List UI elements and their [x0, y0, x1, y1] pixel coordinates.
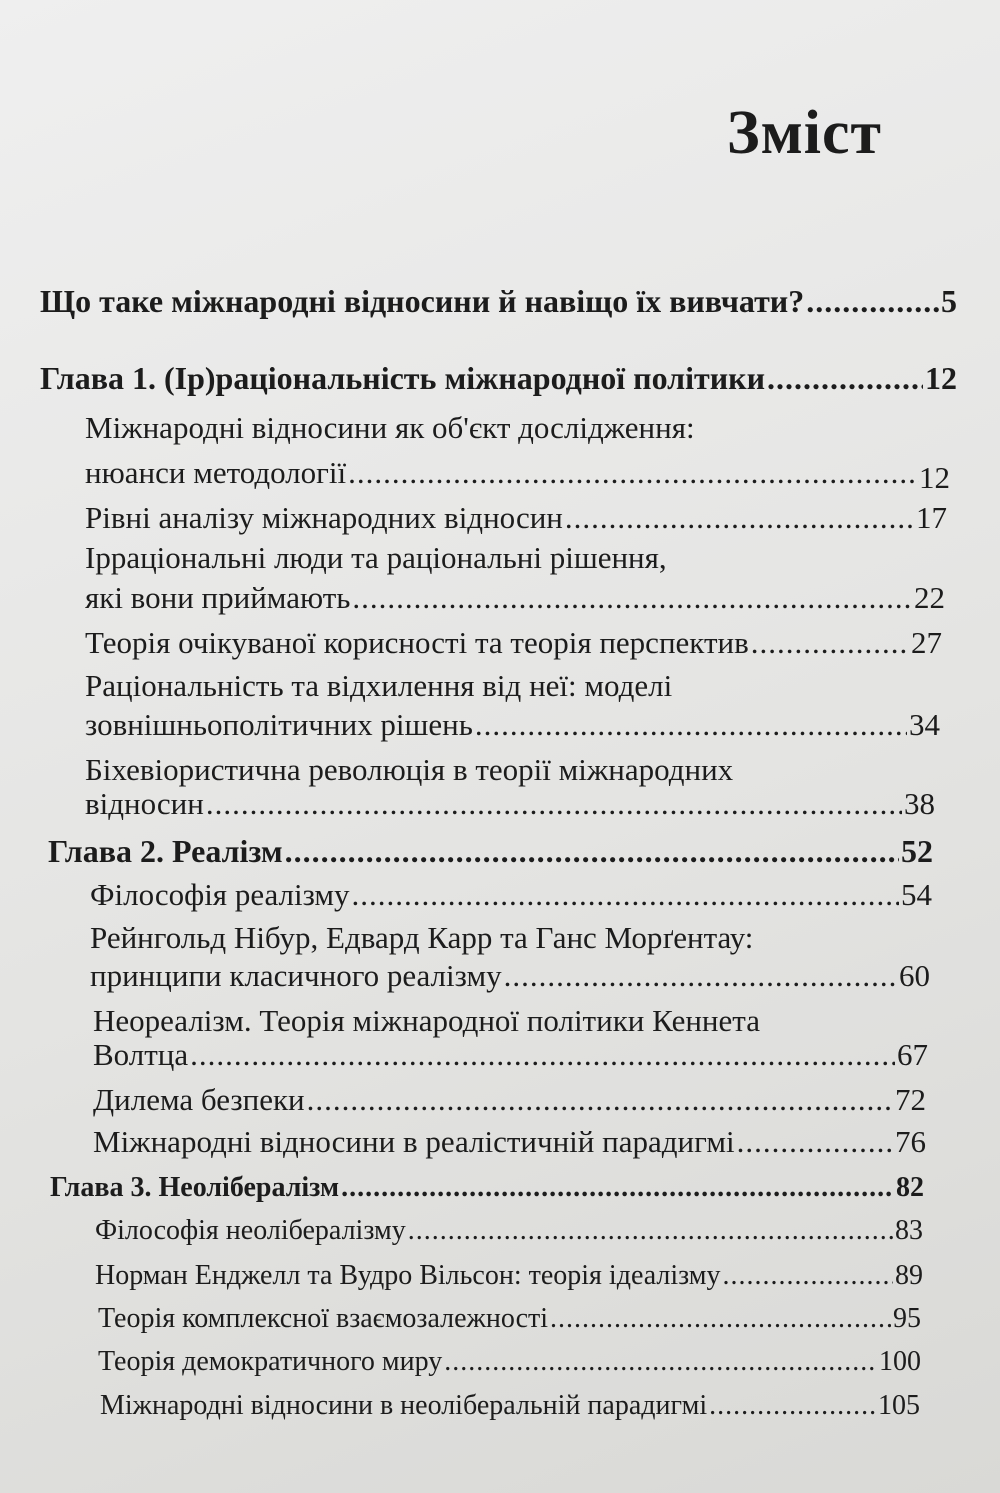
- leader-dots: [806, 283, 939, 320]
- page-title: Зміст: [726, 99, 882, 167]
- section-title-line: Ірраціональні люди та раціональні рішення,: [85, 540, 667, 575]
- section-page-number: 27: [911, 625, 942, 660]
- leader-dots: [709, 1390, 876, 1422]
- section-title-line: зовнішньополітичних рішень: [85, 707, 473, 742]
- section-title-line: Теорія очікуваної корисності та теорія перспектив: [85, 625, 749, 660]
- leader-dots: [352, 877, 900, 913]
- section-page-number: 34: [909, 707, 940, 742]
- section-page-number: 60: [899, 958, 930, 993]
- section-title-line: Рейнгольд Нібур, Едвард Карр та Ганс Морґентау:: [90, 920, 754, 955]
- section-title-line: принципи класичного реалізму: [90, 958, 502, 993]
- leader-dots: [352, 580, 912, 616]
- section-page-number: 38: [904, 786, 935, 821]
- leader-dots: [550, 1303, 891, 1335]
- leader-dots: [767, 360, 923, 397]
- section-title-line: Біхевіористична революція в теорії міжнародних: [85, 752, 734, 787]
- section-title-line: Теорія комплексної взаємозалежності: [98, 1303, 549, 1334]
- section-page-number: 105: [878, 1390, 920, 1421]
- section-page-number: 22: [914, 580, 945, 615]
- chapter-title: Глава 1. (Ір)раціональність міжнародної політики: [40, 360, 766, 396]
- leader-dots: [444, 1346, 877, 1378]
- toc-page-number: 5: [941, 283, 957, 319]
- leader-dots: [737, 1124, 893, 1160]
- section-page-number: 95: [893, 1303, 921, 1334]
- section-title-line: Міжнародні відносини в неоліберальній парадигмі: [100, 1390, 708, 1421]
- section-title-line: Міжнародні відносини в реалістичній парадигмі: [93, 1124, 735, 1159]
- section-title-line: нюанси методології: [85, 455, 347, 490]
- section-title-line: Міжнародні відносини як об'єкт дослідження:: [85, 410, 695, 445]
- section-page-number: 17: [916, 500, 947, 535]
- chapter-page-number: 52: [901, 833, 933, 869]
- section-title-line: Філософія реалізму: [90, 877, 350, 912]
- leader-dots: [348, 455, 919, 491]
- leader-dots: [723, 1260, 893, 1292]
- section-title-line: Філософія неолібералізму: [95, 1215, 406, 1246]
- section-page-number: 72: [895, 1082, 926, 1117]
- chapter-title: Глава 2. Реалізм: [48, 833, 283, 869]
- leader-dots: [190, 1037, 895, 1073]
- section-page-number: 100: [879, 1346, 921, 1377]
- leader-dots: [307, 1082, 893, 1118]
- leader-dots: [475, 707, 907, 743]
- toc-entry-title: Що таке міжнародні відносини й навіщо їх вивчати?: [40, 283, 805, 319]
- section-title-line: відносин: [85, 786, 204, 821]
- chapter-page-number: 12: [925, 360, 957, 396]
- leader-dots: [565, 500, 914, 536]
- leader-dots: [408, 1215, 893, 1247]
- leader-dots: [285, 833, 899, 870]
- section-title-line: Норман Енджелл та Вудро Вільсон: теорія ідеалізму: [95, 1260, 721, 1291]
- section-title-line: Теорія демократичного миру: [98, 1346, 443, 1377]
- section-page-number: 67: [897, 1037, 928, 1072]
- section-title-line: Дилема безпеки: [93, 1082, 305, 1117]
- leader-dots: [341, 1172, 894, 1204]
- chapter-title: Глава 3. Неолібералізм: [50, 1172, 340, 1203]
- section-title-line: Неореалізм. Теорія міжнародної політики Кеннета: [93, 1003, 760, 1038]
- section-page-number: 89: [895, 1260, 923, 1291]
- leader-dots: [206, 786, 902, 822]
- section-title-line: Волтца: [93, 1037, 189, 1072]
- leader-dots: [751, 625, 909, 661]
- section-page-number: 54: [901, 877, 932, 912]
- section-title-line: які вони приймають: [85, 580, 351, 615]
- section-page-number: 12: [919, 460, 950, 495]
- section-page-number: 83: [895, 1215, 923, 1246]
- section-title-line: Раціональність та відхилення від неї: моделі: [85, 668, 673, 703]
- chapter-page-number: 82: [896, 1172, 924, 1203]
- leader-dots: [504, 958, 897, 994]
- section-title-line: Рівні аналізу міжнародних відносин: [85, 500, 563, 535]
- section-page-number: 76: [895, 1124, 926, 1159]
